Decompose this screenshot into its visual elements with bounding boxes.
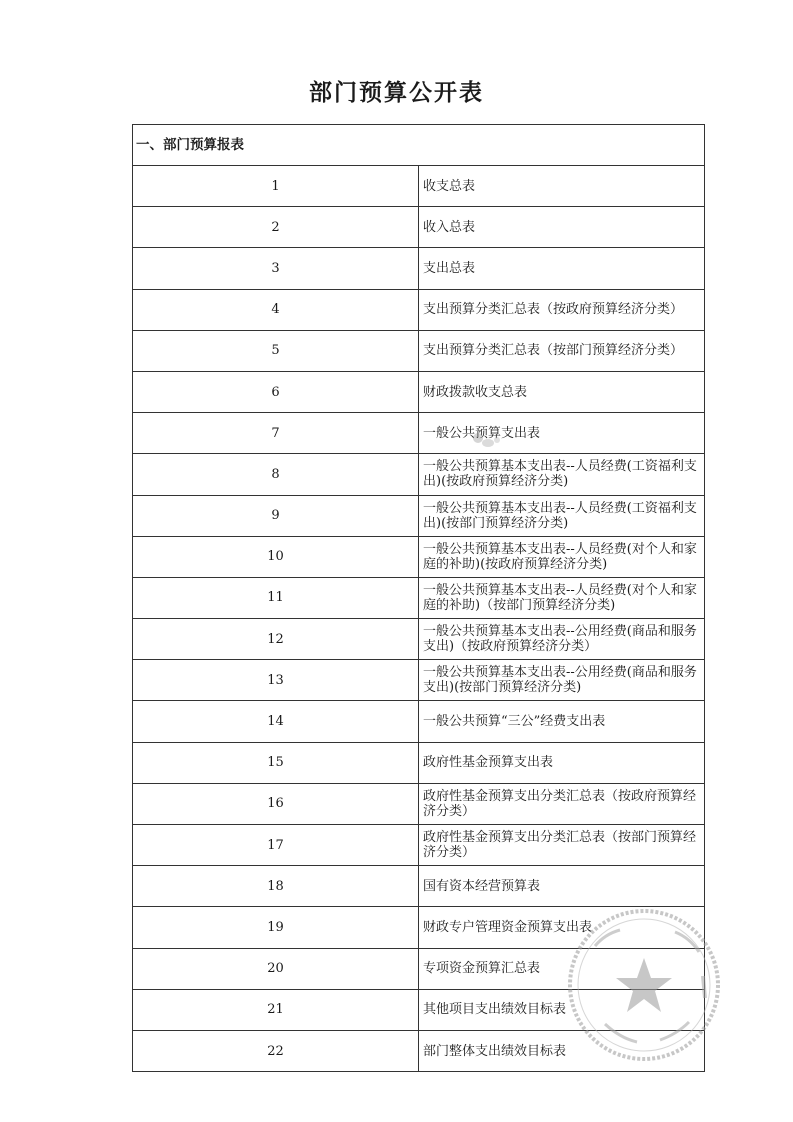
row-number: 3	[133, 248, 419, 289]
row-title: 政府性基金预算支出分类汇总表（按部门预算经济分类）	[419, 825, 705, 866]
row-title: 财政拨款收支总表	[419, 371, 705, 412]
table-row	[133, 248, 705, 289]
row-title: 一般公共预算基本支出表--人员经费(工资福利支出)(按部门预算经济分类)	[419, 495, 705, 536]
table-row	[133, 701, 705, 742]
table-row	[133, 742, 705, 783]
row-number: 15	[133, 742, 419, 783]
table-row	[133, 989, 705, 1030]
row-number: 19	[133, 907, 419, 948]
table-row	[133, 825, 705, 866]
row-number: 22	[133, 1030, 419, 1071]
row-title: 收支总表	[419, 166, 705, 207]
row-title: 一般公共预算基本支出表--公用经费(商品和服务支出)(按部门预算经济分类)	[419, 660, 705, 701]
row-title: 一般公共预算支出表	[419, 413, 705, 454]
row-number: 8	[133, 454, 419, 495]
table-row	[133, 783, 705, 824]
row-number: 9	[133, 495, 419, 536]
table-row	[133, 866, 705, 907]
row-number: 21	[133, 989, 419, 1030]
row-title: 部门整体支出绩效目标表	[419, 1030, 705, 1071]
row-title: 国有资本经营预算表	[419, 866, 705, 907]
row-title: 支出预算分类汇总表（按政府预算经济分类）	[419, 289, 705, 330]
row-number: 20	[133, 948, 419, 989]
row-title: 政府性基金预算支出表	[419, 742, 705, 783]
row-number: 5	[133, 330, 419, 371]
row-title: 一般公共预算基本支出表--人员经费(对个人和家庭的补助)(按政府预算经济分类)	[419, 536, 705, 577]
row-number: 1	[133, 166, 419, 207]
section-header-row	[133, 125, 705, 166]
table-row	[133, 330, 705, 371]
row-title: 其他项目支出绩效目标表	[419, 989, 705, 1030]
row-number: 13	[133, 660, 419, 701]
section-heading: 一、部门预算报表	[133, 125, 705, 166]
row-title: 一般公共预算基本支出表--公用经费(商品和服务支出)（按政府预算经济分类）	[419, 619, 705, 660]
row-number: 12	[133, 619, 419, 660]
table-row	[133, 495, 705, 536]
table-row	[133, 289, 705, 330]
row-number: 7	[133, 413, 419, 454]
row-title: 政府性基金预算支出分类汇总表（按政府预算经济分类）	[419, 783, 705, 824]
row-title: 收入总表	[419, 207, 705, 248]
page-title: 部门预算公开表	[309, 80, 484, 106]
row-number: 16	[133, 783, 419, 824]
table-row	[133, 413, 705, 454]
row-number: 17	[133, 825, 419, 866]
row-number: 2	[133, 207, 419, 248]
table-row	[133, 1030, 705, 1071]
row-number: 11	[133, 577, 419, 618]
table-row	[133, 948, 705, 989]
row-number: 10	[133, 536, 419, 577]
row-number: 6	[133, 371, 419, 412]
table-row	[133, 907, 705, 948]
row-title: 专项资金预算汇总表	[419, 948, 705, 989]
row-number: 4	[133, 289, 419, 330]
table-row	[133, 619, 705, 660]
row-number: 18	[133, 866, 419, 907]
table-row	[133, 660, 705, 701]
table-row	[133, 536, 705, 577]
row-title: 一般公共预算“三公”经费支出表	[419, 701, 705, 742]
row-title: 支出总表	[419, 248, 705, 289]
table-row	[133, 454, 705, 495]
table-row	[133, 577, 705, 618]
table-row	[133, 166, 705, 207]
row-title: 一般公共预算基本支出表--人员经费(对个人和家庭的补助)（按部门预算经济分类)	[419, 577, 705, 618]
row-title: 财政专户管理资金预算支出表	[419, 907, 705, 948]
row-title: 一般公共预算基本支出表--人员经费(工资福利支出)(按政府预算经济分类)	[419, 454, 705, 495]
report-index-table	[132, 124, 705, 1072]
row-title: 支出预算分类汇总表（按部门预算经济分类）	[419, 330, 705, 371]
row-number: 14	[133, 701, 419, 742]
table-row	[133, 371, 705, 412]
table-row	[133, 207, 705, 248]
